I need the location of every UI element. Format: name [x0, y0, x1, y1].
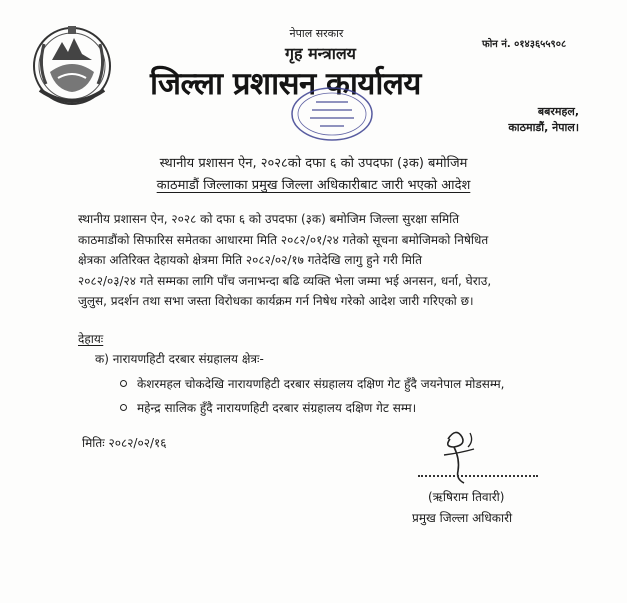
body-line: क्षेत्रका अतिरिक्त देहायको क्षेत्रमा मिति २०८२/०२/१७ गतेदेखि लागु हुने गरी मिति: [78, 253, 422, 267]
list-item-text: महेन्द्र सालिक हुँदै नारायणहिटी दरबार संग्रहालय दक्षिण गेट सम्म।: [137, 401, 417, 415]
address-line-1: बबरमहल,: [537, 105, 579, 118]
body-line: काठमाडौंको सिफारिस समेतका आधारमा मिति २०८२/०१/२४ गतेको सूचना बमोजिमको निषेधित: [78, 232, 489, 247]
order-body: [78, 209, 604, 312]
list-item: [120, 399, 416, 416]
bullet-circle-icon: [120, 380, 127, 387]
signatory-title: प्रमुख जिल्ला अधिकारी: [412, 511, 513, 525]
order-heading: स्थानीय प्रशासन ऐन, २०२८को दफा ६ को उपदफा (३क) बमोजिम: [159, 156, 468, 171]
government-name: नेपाल सरकार: [289, 27, 344, 40]
office-stamp: [290, 86, 374, 142]
signature-line: [418, 475, 538, 477]
order-date: मितिः २०८२/०२/१६: [82, 436, 167, 450]
body-line: जुलुस, प्रदर्शन तथा सभा जस्ता विरोधका कार्यक्रम गर्न निषेध गरेको आदेश जारी गरिएको छ।: [78, 294, 474, 308]
address-line-2: काठमाडौं, नेपाल।: [508, 121, 579, 134]
list-item: [120, 375, 505, 392]
body-line: स्थानीय प्रशासन ऐन, २०२८ को दफा ६ को उपदफा (३क) बमोजिम जिल्ला सुरक्षा समिति: [78, 212, 460, 226]
order-subheading: [0, 175, 627, 193]
area-heading: क) नारायणहिटी दरबार संग्रहालय क्षेत्रः-: [95, 352, 264, 366]
signatory-name: (ऋषिराम तिवारी): [428, 490, 505, 504]
office-title: जिल्ला प्रशासन कार्यालय: [150, 66, 421, 102]
details-label: देहायः: [78, 332, 104, 346]
body-line: २०८२/०३/२४ गते सम्मका लागि पाँच जनाभन्दा बढि व्यक्ति भेला जम्मा भई अनसन, धर्ना, घेराउ,: [78, 273, 492, 288]
office-address: [508, 104, 579, 136]
bullet-circle-icon: [120, 404, 127, 411]
order-subheading-text: काठमाडौं जिल्लाका प्रमुख जिल्ला अधिकारीबाट जारी भएको आदेश: [156, 178, 471, 193]
list-item-text: केशरमहल चोकदेखि नारायणहिटी दरबार संग्रहालय दक्षिण गेट हुँदै जयनेपाल मोडसम्म,: [137, 377, 505, 391]
phone-number: फोन नं. ०१४३६५५९०८: [482, 39, 567, 50]
ministry-name: गृह मन्त्रालय: [285, 44, 356, 63]
